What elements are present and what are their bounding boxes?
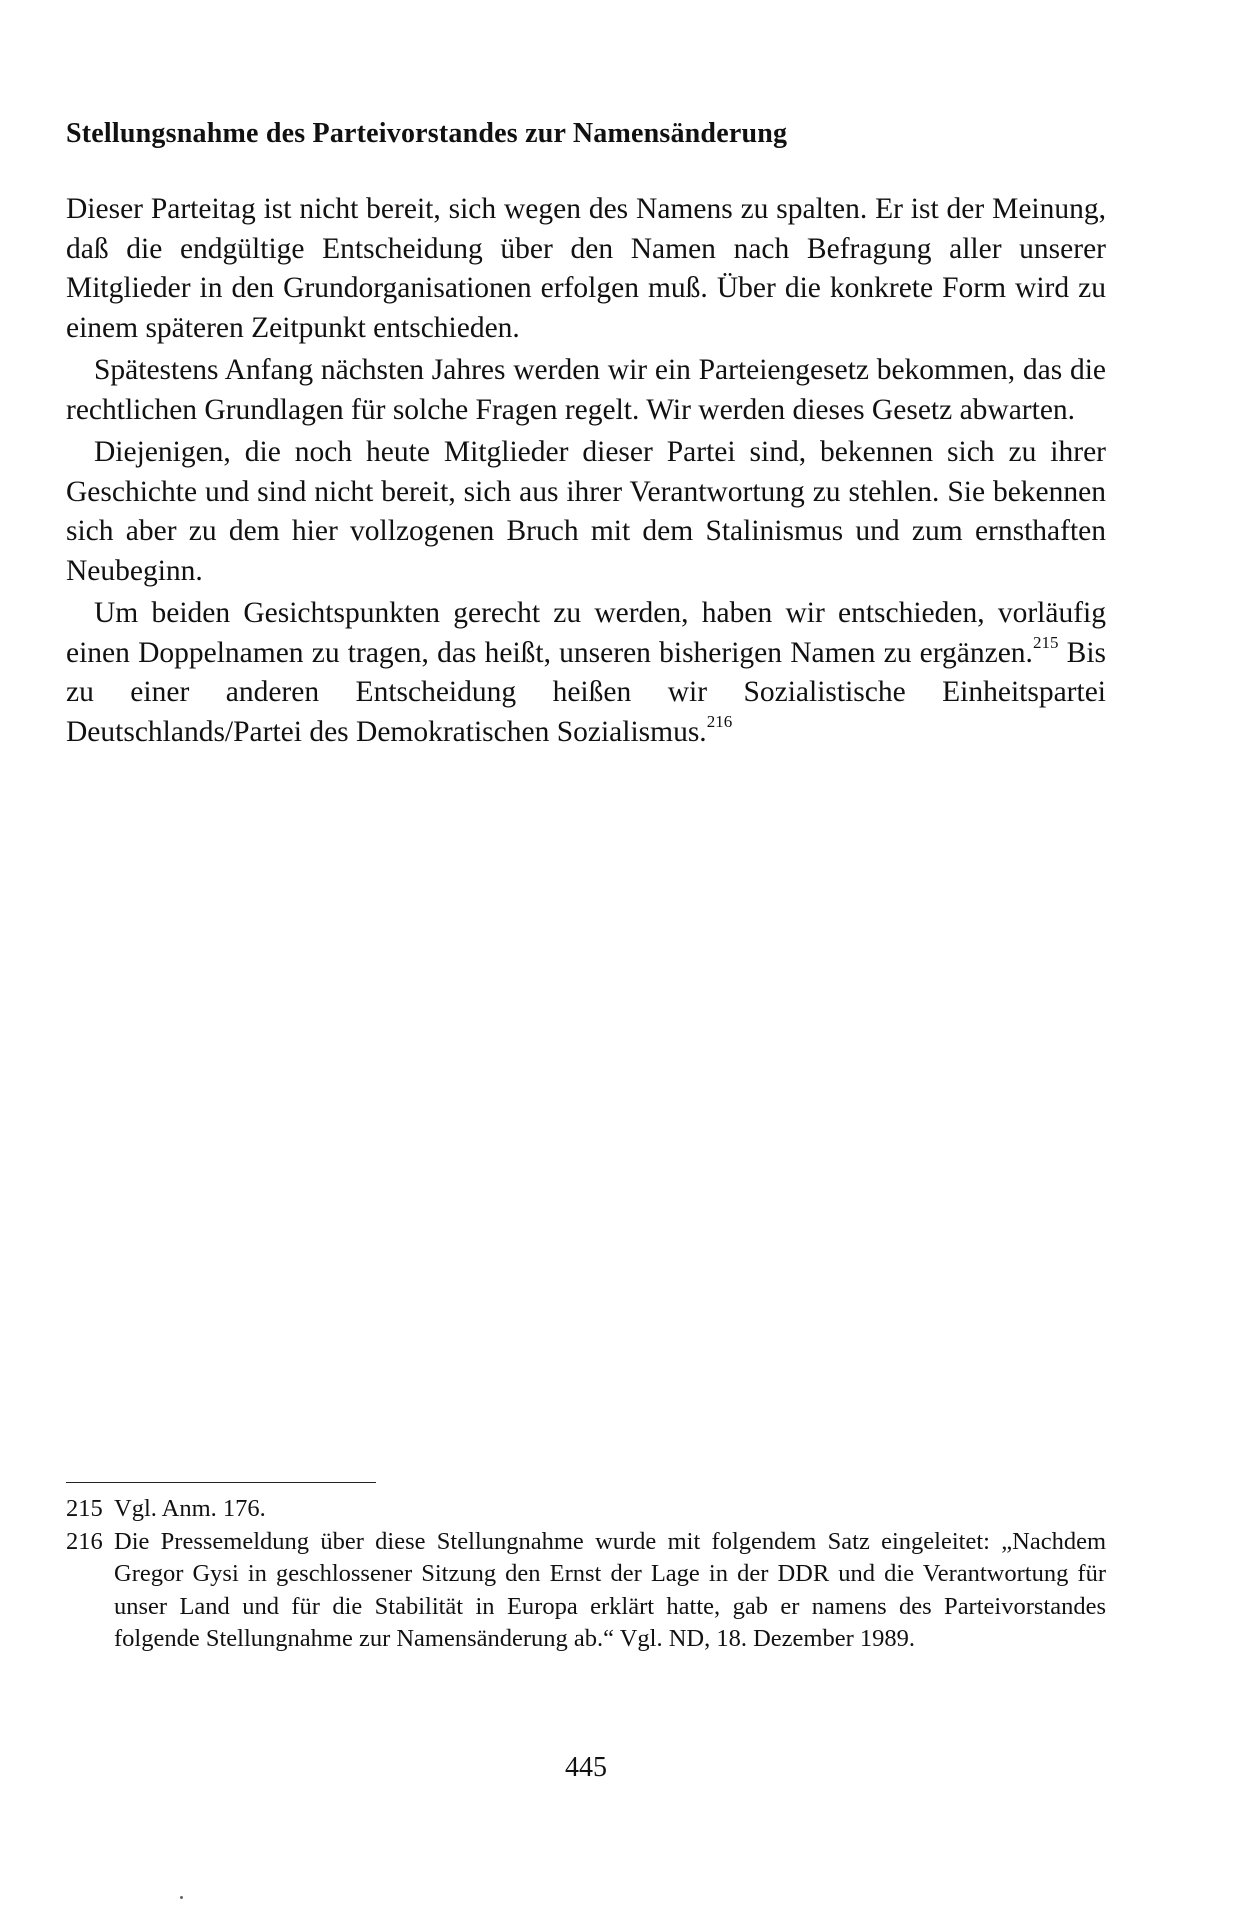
- page-number: 445: [565, 1752, 607, 1783]
- footnote-number: 215: [66, 1495, 103, 1522]
- footnote-ref-216[interactable]: 216: [706, 711, 733, 731]
- footnote-text: Vgl. Anm. 176.: [114, 1495, 266, 1522]
- footnote-separator: [66, 1482, 376, 1483]
- footnote-216: [66, 1526, 1106, 1656]
- paragraph-4: [66, 594, 1106, 752]
- footnotes: [66, 1493, 1106, 1656]
- paragraph-3: Diejenigen, die noch heute Mitglieder dieser Partei sind, bekennen sich zu ihrer Geschichte und sind nicht bereit, sich aus ihrer Verantwortung zu stehlen. Sie bekennen sich aber zu dem hier vollzogenen Bruch mit dem Stalinismus und zum ernsthaften Neubeginn.: [66, 436, 1106, 587]
- paragraph-2: Spätestens Anfang nächsten Jahres werden wir ein Parteiengesetz bekommen, das die rechtlichen Grundlagen für solche Fragen regelt. Wir werden dieses Gesetz abwarten.: [66, 354, 1106, 426]
- scan-speck: [180, 1896, 183, 1899]
- section-heading: Stellungsnahme des Parteivorstandes zur Namensänderung: [66, 118, 788, 149]
- footnote-text: Die Pressemeldung über diese Stellungnahme wurde mit folgendem Satz eingeleitet: „Nachdem Gregor Gysi in geschlossener Sitzung den Ernst der Lage in der DDR und die Verantwortung für unser Land und für die Stabilität in Europa erklärt hatte, gab er namens des Parteivorstandes folgende Stellungnahme zur Namensänderung ab.“ Vgl. ND, 18. Dezember 1989.: [114, 1527, 1106, 1652]
- footnote-number: 216: [66, 1527, 103, 1555]
- footnote-215: [66, 1493, 1106, 1526]
- paragraph-1: Dieser Parteitag ist nicht bereit, sich wegen des Namens zu spalten. Er ist der Meinung, daß die endgültige Entscheidung über den Namen nach Befragung aller unserer Mitglieder in den Grundorganisationen erfolgen muß. Über die konkrete Form wird zu einem späteren Zeitpunkt entschieden.: [66, 193, 1106, 344]
- paragraph-4-part-2: Bis zu einer anderen Entscheidung heißen wir Sozialistische Einheitspartei Deutschlands/Partei des Demokratischen Sozialismus.: [66, 636, 1106, 748]
- paragraph-4-part-1: Um beiden Gesichtspunkten gerecht zu werden, haben wir entschieden, vorläufig einen Doppelnamen zu tragen, das heißt, unseren bisherigen Namen zu ergänzen.: [66, 597, 1106, 669]
- document-page: [66, 0, 1106, 1914]
- body-text: [66, 190, 1106, 752]
- footnote-ref-215[interactable]: 215: [1032, 632, 1059, 652]
